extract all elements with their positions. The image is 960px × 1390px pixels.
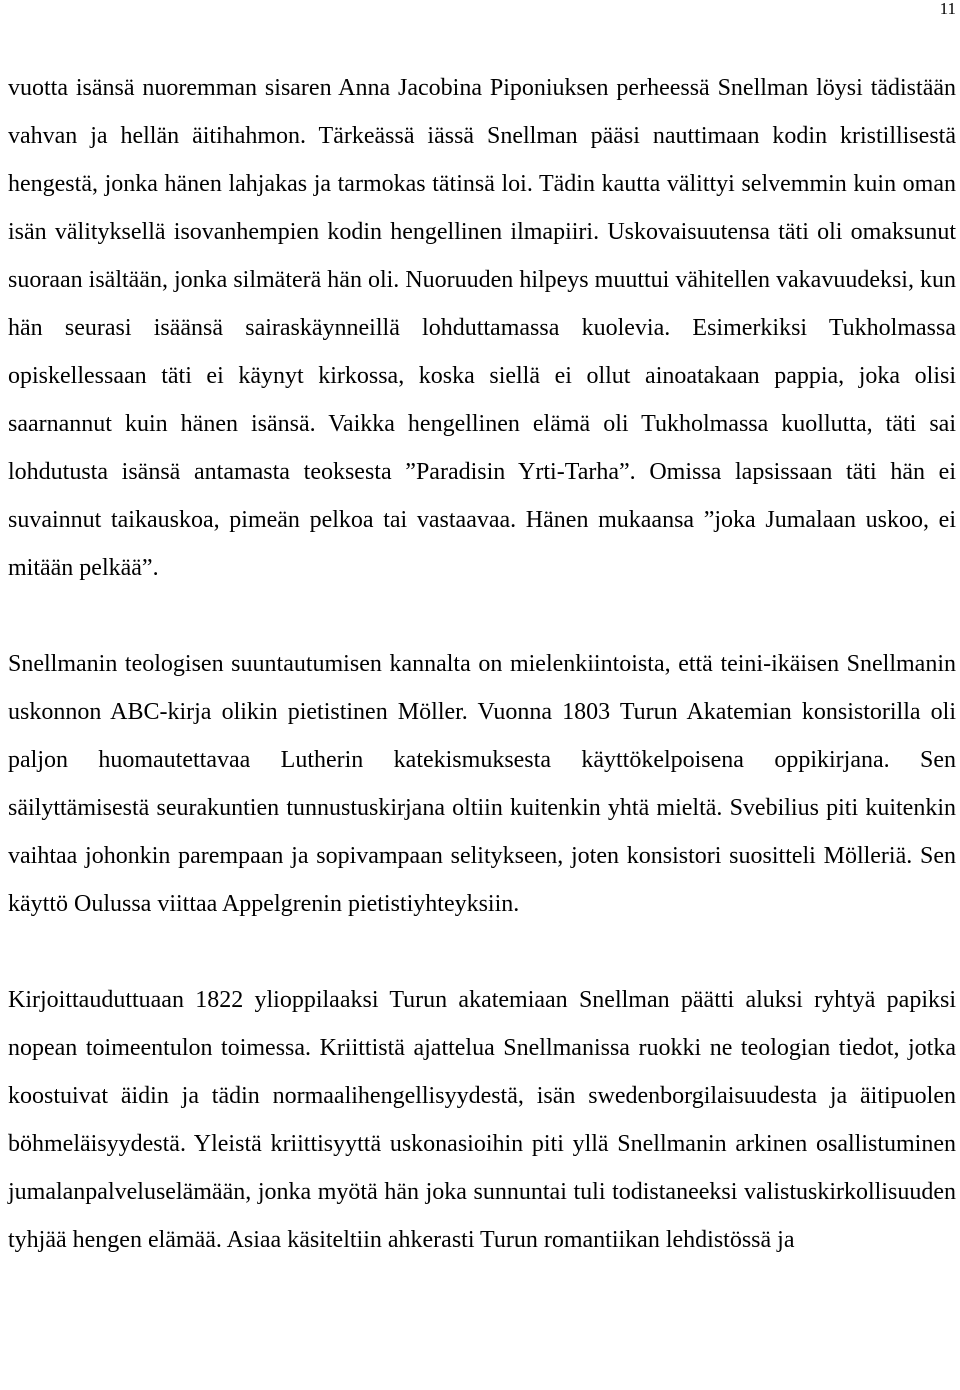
- paragraph: vuotta isänsä nuoremman sisaren Anna Jacobina Piponiuksen perheessä Snellman löysi tädistään vahvan ja hellän äitihahmon. Tärkeässä iässä Snellman pääsi nauttimaan kodin kristillisestä hengestä, jonka hänen lahjakas ja tarmokas tätinsä loi. Tädin kautta välittyi selvemmin kuin oman isän välityksellä isovanhempien kodin hengellinen ilmapiiri. Uskovaisuutensa täti oli omaksunut suoraan isältään, jonka silmäterä hän oli. Nuoruuden hilpeys muuttui vähitellen vakavuudeksi, kun hän seurasi isäänsä sairaskäynneillä lohduttamassa kuolevia. Esimerkiksi Tukholmassa opiskellessaan täti ei käynyt kirkossa, koska siellä ei ollut ainoatakaan pappia, joka olisi saarnannut kuin hänen isänsä. Vaikka hengellinen elämä oli Tukholmassa kuollutta, täti sai lohdutusta isänsä antamasta teoksesta ”Paradisin Yrti-Tarha”. Omissa lapsissaan täti hän ei suvainnut taikauskoa, pimeän pelkoa tai vastaavaa. Hänen mukaansa ”joka Jumalaan uskoo, ei mitään pelkää”.: [8, 75, 956, 581]
- body-text: [8, 64, 956, 1264]
- paragraph: Kirjoittauduttuaan 1822 ylioppilaaksi Turun akatemiaan Snellman päätti aluksi ryhtyä papiksi nopean toimeentulon toimessa. Kriittistä ajattelua Snellmanissa ruokki ne teologian tiedot, jotka koostuivat äidin ja tädin normaalihengellisyydestä, isän swedenborgilaisuudesta ja äitipuolen böhmeläisyydestä. Yleistä kriittisyyttä uskonasioihin piti yllä Snellmanin arkinen osallistuminen jumalanpalveluselämään, jonka myötä hän joka sunnuntai tuli todistaneeksi valistuskirkollisuuden tyhjää hengen elämää. Asiaa käsiteltiin ahkerasti Turun romantiikan lehdistössä ja: [8, 987, 956, 1253]
- page-number: 11: [939, 0, 956, 18]
- paragraph: Snellmanin teologisen suuntautumisen kannalta on mielenkiintoista, että teini-ikäisen Snellmanin uskonnon ABC-kirja olikin pietistinen Möller. Vuonna 1803 Turun Akatemian konsistorilla oli paljon huomautettavaa Lutherin katekismuksesta käyttökelpoisena oppikirjana. Sen säilyttämisestä seurakuntien tunnustuskirjana oltiin kuitenkin yhtä mieltä. Svebilius piti kuitenkin vaihtaa johonkin parempaan ja sopivampaan selitykseen, joten konsistori suositteli Mölleriä. Sen käyttö Oulussa viittaa Appelgrenin pietistiyhteyksiin.: [8, 651, 956, 917]
